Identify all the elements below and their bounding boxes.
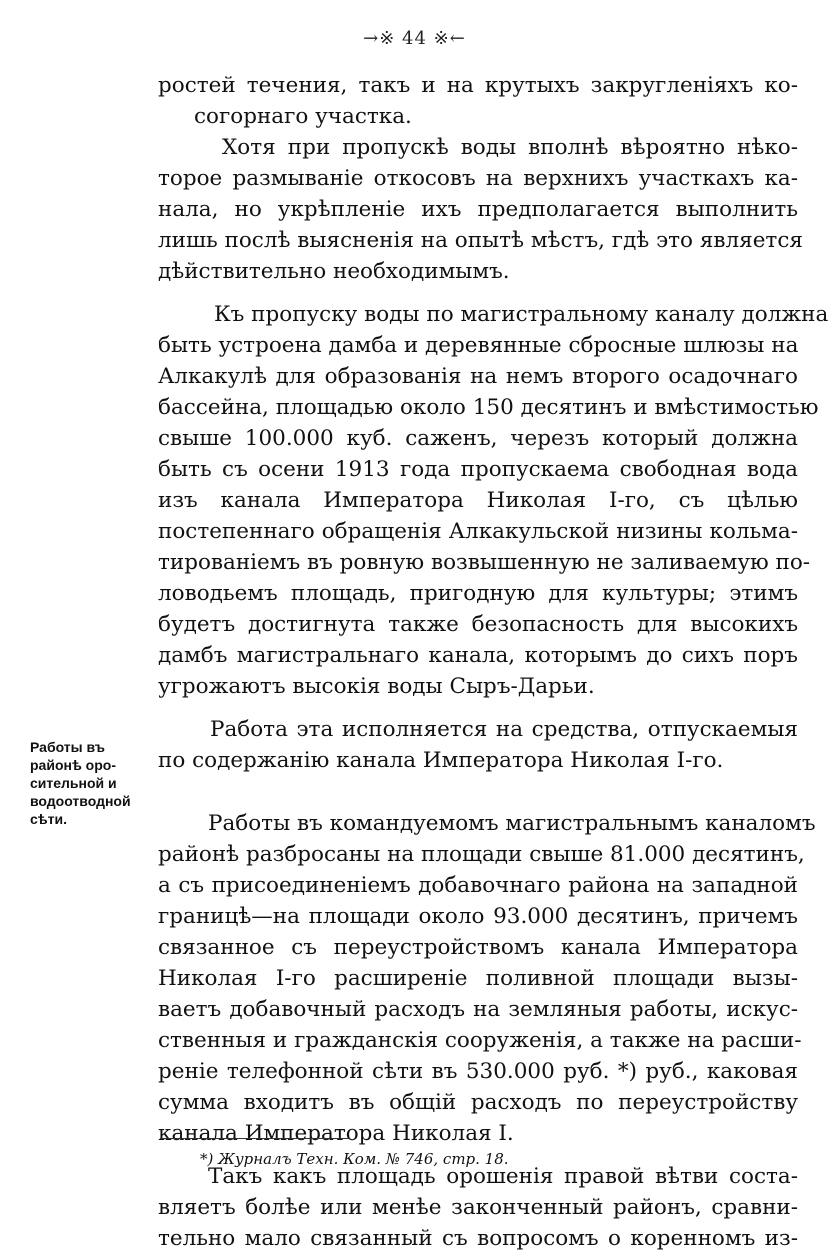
- paragraph: [158, 70, 798, 132]
- text-line: ловодьемъ площадь, пригодную для культуры; этимъ: [158, 581, 798, 606]
- text-line: тельно мало связанный съ вопросомъ о коренномъ из-: [158, 1226, 798, 1251]
- text-line: ростей течения, такъ и на крутыхъ закругленіяхъ ко-: [158, 73, 798, 98]
- text-line: Работа эта исполняется на средства, отпускаемыя: [210, 717, 798, 742]
- text-line: вляетъ болѣе или менѣе законченный районъ, сравни-: [158, 1195, 798, 1220]
- text-line: постепеннаго обращенія Алкакульской низины кольма-: [158, 519, 798, 544]
- paragraph: [158, 299, 829, 702]
- text-line: дѣйствительно необходимымъ.: [158, 259, 510, 284]
- text-line: бассейна, площадью около 150 десятинъ и вмѣстимостью: [158, 395, 819, 420]
- text-line: по содержанію канала Императора Николая І-го.: [158, 748, 724, 773]
- text-line: Работы въ командуемомъ магистральнымъ каналомъ: [208, 811, 816, 836]
- margin-note-line: Работы въ: [30, 739, 105, 755]
- text-line: Алкакулѣ для образованія на немъ второго осадочнаго: [158, 364, 798, 389]
- text-line: районѣ разбросаны на площади свыше 81.000 десятинъ,: [158, 842, 805, 867]
- text-line: лишь послѣ выясненія на опытѣ мѣстъ, гдѣ это является: [158, 228, 803, 253]
- text-line: границѣ—на площади около 93.000 десятинъ, причемъ: [158, 904, 798, 929]
- margin-note-line: сѣти.: [30, 811, 67, 827]
- page-number-header: →※ 44 ※←: [363, 28, 466, 49]
- text-line: дамбъ магистральнаго канала, которымъ до сихъ поръ: [158, 643, 798, 668]
- margin-note-line: водоотводной: [30, 793, 131, 809]
- text-line: быть устроена дамба и деревянные сбросные шлюзы на: [158, 333, 799, 358]
- text-line: торое размываніе откосовъ на верхнихъ участкахъ ка-: [158, 166, 798, 191]
- text-line: нала, но укрѣпленіе ихъ предполагается выполнить: [158, 197, 798, 222]
- text-line: ственныя и гражданскія сооруженія, а также на расши-: [158, 1028, 802, 1053]
- text-line: Такъ какъ площадь орошенія правой вѣтви соста-: [208, 1164, 798, 1189]
- text-line: тированіемъ въ ровную возвышенную не заливаемую по-: [158, 550, 811, 575]
- margin-note-line: сительной и: [30, 775, 117, 791]
- text-line: связанное съ переустройствомъ канала Императора: [158, 935, 798, 960]
- text-line: канала Императора Николая І.: [158, 1121, 514, 1146]
- main-text: [158, 70, 829, 1254]
- text-line: Николая І-го расширеніе поливной площади вызы-: [158, 966, 798, 991]
- margin-note-line: районѣ оро-: [30, 757, 116, 773]
- footnote: *) Журналъ Техн. Ком. № 746, стр. 18.: [200, 1150, 509, 1168]
- text-line: Къ пропуску воды по магистральному каналу должна: [214, 302, 829, 327]
- paragraph: [158, 714, 798, 776]
- text-line: а съ присоединеніемъ добавочнаго района на западной: [158, 873, 798, 898]
- paragraph: [158, 808, 816, 1149]
- text-line: будетъ достигнута также безопасность для высокихъ: [158, 612, 798, 637]
- text-line: Хотя при пропускѣ воды вполнѣ вѣроятно нѣко-: [222, 135, 798, 160]
- text-line: быть съ осени 1913 года пропускаема свободная вода: [158, 457, 798, 482]
- paragraph: [158, 1161, 798, 1254]
- text-line: согорнаго участка.: [194, 104, 412, 129]
- text-line: изъ канала Императора Николая І-го, съ цѣлью: [158, 488, 798, 513]
- text-line: свыше 100.000 куб. саженъ, черезъ который должна: [158, 426, 798, 451]
- footnote-divider: [160, 1138, 350, 1139]
- text-line: угрожаютъ высокія воды Сыръ-Дарьи.: [158, 674, 595, 699]
- paragraph: [158, 132, 803, 287]
- text-line: сумма входитъ въ общій расходъ по переустройству: [158, 1090, 798, 1115]
- margin-note: [30, 738, 160, 828]
- text-line: реніе телефонной сѣти въ 530.000 руб. *) руб., каковая: [158, 1059, 798, 1084]
- text-line: ваетъ добавочный расходъ на земляныя работы, искус-: [158, 997, 798, 1022]
